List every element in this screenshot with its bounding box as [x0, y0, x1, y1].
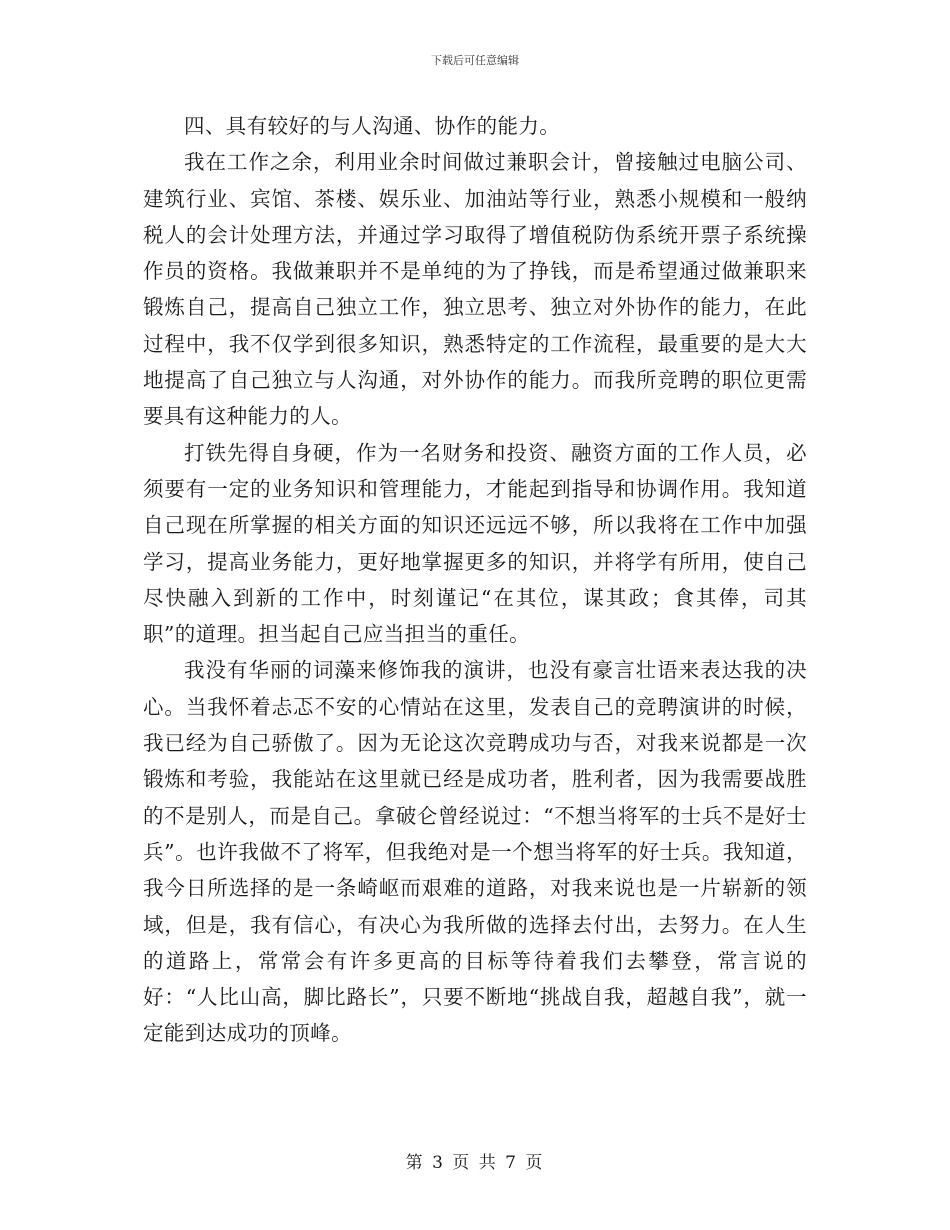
paragraph-closing-speech: 我没有华丽的词藻来修饰我的演讲，也没有豪言壮语来表达我的决心。当我怀着忐忑不安的心情站在这里，发表自己的竞聘演讲的时候，我已经为自己骄傲了。因为无论这次竞聘成功与否，对我来说都是一次锻炼和考验，我能站在这里就已经是成功者，胜利者，因为我需要战胜的不是别人，而是自己。拿破仑曾经说过：“不想当将军的士兵不是好士兵”。也许我做不了将军，但我绝对是一个想当将军的好士兵。我知道，我今日所选择的是一条崎岖而艰难的道路，对我来说也是一片崭新的领域，但是，我有信心，有决心为我所做的选择去付出，去努力。在人生的道路上，常常会有许多更高的目标等待着我们去攀登，常言说的好：“人比山高，脚比路长”，只要不断地“挑战自我，超越自我”，就一定能到达成功的顶峰。 [143, 658, 807, 1046]
document-body [143, 108, 807, 1052]
paragraph-section-heading: 四、具有较好的与人沟通、协作的能力。 [184, 114, 561, 138]
paragraph-part-time-experience: 我在工作之余，利用业余时间做过兼职会计，曾接触过电脑公司、建筑行业、宾馆、茶楼、娱乐业、加油站等行业，熟悉小规模和一般纳税人的会计处理方法，并通过学习取得了增值税防伪系统开票子系统操作员的资格。我做兼职并不是单纯的为了挣钱，而是希望通过做兼职来锻炼自己，提高自己独立工作，独立思考、独立对外协作的能力，在此过程中，我不仅学到很多知识，熟悉特定的工作流程，最重要的是大大地提高了自己独立与人沟通，对外协作的能力。而我所竞聘的职位更需要具有这种能力的人。 [143, 150, 807, 429]
paragraph-learning-commitment: 打铁先得自身硬，作为一名财务和投资、融资方面的工作人员，必须要有一定的业务知识和管理能力，才能起到指导和协调作用。我知道自己现在所掌握的相关方面的知识还远远不够，所以我将在工作中加强学习，提高业务能力，更好地掌握更多的知识，并将学有所用，使自己尽快融入到新的工作中，时刻谨记“在其位，谋其政；食其俸，司其职”的道理。担当起自己应当担当的重任。 [143, 440, 807, 647]
page-footer: 第 3 页 共 7 页 [405, 1153, 545, 1173]
page-header: 下载后可任意编辑 [431, 54, 519, 67]
